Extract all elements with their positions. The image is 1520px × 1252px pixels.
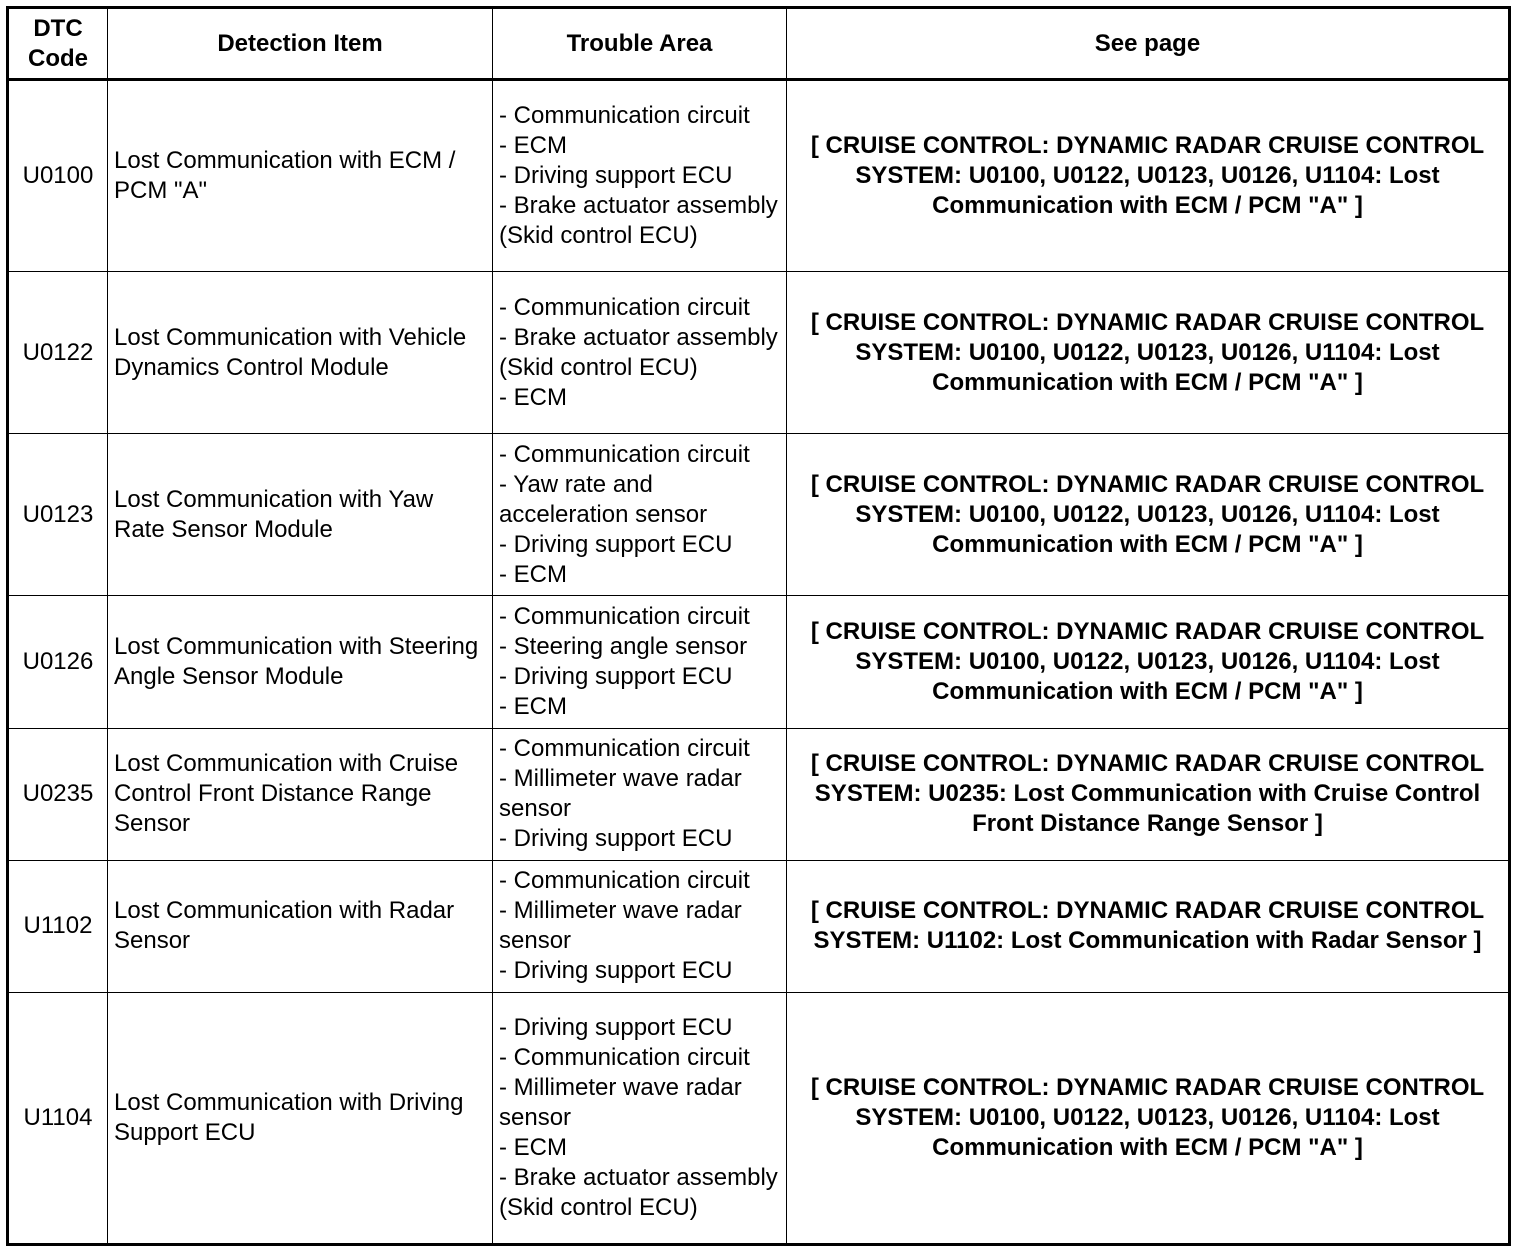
trouble-area-line: - Communication circuit — [499, 867, 750, 895]
trouble-area-line: - Steering angle sensor — [499, 632, 748, 660]
trouble-area-line: - Communication circuit — [499, 1043, 750, 1071]
trouble-area-cell — [493, 728, 787, 860]
trouble-area-line: - Driving support ECU — [499, 162, 733, 190]
trouble-area-line: - Yaw rate and acceleration sensor — [499, 470, 708, 528]
trouble-area-cell — [493, 596, 787, 728]
header-dtc-code-line2: Code — [28, 44, 88, 72]
trouble-area-line: - Driving support ECU — [499, 662, 733, 690]
trouble-area-cell — [493, 992, 787, 1244]
see-page-link[interactable]: [ CRUISE CONTROL: DYNAMIC RADAR CRUISE CONTROL SYSTEM: U0100, U0122, U0123, U0126, U1104: Lost Communication with ECM / PCM "A" ] — [787, 992, 1510, 1244]
header-see-page: See page — [787, 8, 1510, 80]
dtc-code-cell: U0100 — [8, 80, 108, 272]
trouble-area-line: - Millimeter wave radar sensor — [499, 765, 742, 823]
dtc-code-cell: U1102 — [8, 860, 108, 992]
table-row — [8, 434, 1510, 596]
trouble-area-line: - Driving support ECU — [499, 530, 733, 558]
trouble-area-line: - Brake actuator assembly (Skid control ECU) — [499, 323, 778, 381]
trouble-area-line: - Millimeter wave radar sensor — [499, 1073, 742, 1131]
trouble-area-cell — [493, 434, 787, 596]
trouble-area-line: - Communication circuit — [499, 440, 750, 468]
trouble-area-line: - ECM — [499, 560, 567, 588]
header-detection-item: Detection Item — [108, 8, 493, 80]
table-row — [8, 272, 1510, 434]
detection-item-cell: Lost Communication with Yaw Rate Sensor Module — [108, 434, 493, 596]
trouble-area-line: - Driving support ECU — [499, 1013, 733, 1041]
see-page-link[interactable]: [ CRUISE CONTROL: DYNAMIC RADAR CRUISE CONTROL SYSTEM: U0100, U0122, U0123, U0126, U1104: Lost Communication with ECM / PCM "A" ] — [787, 272, 1510, 434]
trouble-area-line: - Communication circuit — [499, 102, 750, 130]
detection-item-cell: Lost Communication with Driving Support ECU — [108, 992, 493, 1244]
see-page-link[interactable]: [ CRUISE CONTROL: DYNAMIC RADAR CRUISE CONTROL SYSTEM: U0235: Lost Communication with Cruise Control Front Distance Range Sensor ] — [787, 728, 1510, 860]
table-row — [8, 728, 1510, 860]
dtc-code-cell: U0123 — [8, 434, 108, 596]
trouble-area-line: - ECM — [499, 692, 567, 720]
trouble-area-line: - Communication circuit — [499, 602, 750, 630]
trouble-area-cell — [493, 80, 787, 272]
see-page-link[interactable]: [ CRUISE CONTROL: DYNAMIC RADAR CRUISE CONTROL SYSTEM: U1102: Lost Communication with Radar Sensor ] — [787, 860, 1510, 992]
trouble-area-cell — [493, 860, 787, 992]
trouble-area-line: - Millimeter wave radar sensor — [499, 897, 742, 955]
see-page-link[interactable]: [ CRUISE CONTROL: DYNAMIC RADAR CRUISE CONTROL SYSTEM: U0100, U0122, U0123, U0126, U1104: Lost Communication with ECM / PCM "A" ] — [787, 80, 1510, 272]
detection-item-cell: Lost Communication with ECM / PCM "A" — [108, 80, 493, 272]
see-page-link[interactable]: [ CRUISE CONTROL: DYNAMIC RADAR CRUISE CONTROL SYSTEM: U0100, U0122, U0123, U0126, U1104: Lost Communication with ECM / PCM "A" ] — [787, 434, 1510, 596]
trouble-area-line: - Driving support ECU — [499, 957, 733, 985]
dtc-table — [6, 6, 1511, 1246]
trouble-area-line: - ECM — [499, 383, 567, 411]
table-row — [8, 992, 1510, 1244]
dtc-code-cell: U0235 — [8, 728, 108, 860]
dtc-code-cell: U0126 — [8, 596, 108, 728]
detection-item-cell: Lost Communication with Vehicle Dynamics Control Module — [108, 272, 493, 434]
see-page-link[interactable]: [ CRUISE CONTROL: DYNAMIC RADAR CRUISE CONTROL SYSTEM: U0100, U0122, U0123, U0126, U1104: Lost Communication with ECM / PCM "A" ] — [787, 596, 1510, 728]
detection-item-cell: Lost Communication with Steering Angle Sensor Module — [108, 596, 493, 728]
trouble-area-cell — [493, 272, 787, 434]
table-row — [8, 596, 1510, 728]
dtc-code-cell: U1104 — [8, 992, 108, 1244]
trouble-area-line: - Driving support ECU — [499, 825, 733, 853]
header-dtc-code-line1: DTC — [33, 14, 83, 42]
trouble-area-line: - Brake actuator assembly (Skid control ECU) — [499, 1163, 778, 1221]
table-row — [8, 860, 1510, 992]
header-trouble-area: Trouble Area — [493, 8, 787, 80]
trouble-area-line: - ECM — [499, 132, 567, 160]
header-row — [8, 8, 1510, 80]
trouble-area-line: - ECM — [499, 1133, 567, 1161]
detection-item-cell: Lost Communication with Cruise Control Front Distance Range Sensor — [108, 728, 493, 860]
trouble-area-line: - Brake actuator assembly (Skid control ECU) — [499, 192, 778, 250]
dtc-code-cell: U0122 — [8, 272, 108, 434]
trouble-area-line: - Communication circuit — [499, 293, 750, 321]
trouble-area-line: - Communication circuit — [499, 735, 750, 763]
detection-item-cell: Lost Communication with Radar Sensor — [108, 860, 493, 992]
table-row — [8, 80, 1510, 272]
header-dtc-code — [8, 8, 108, 80]
